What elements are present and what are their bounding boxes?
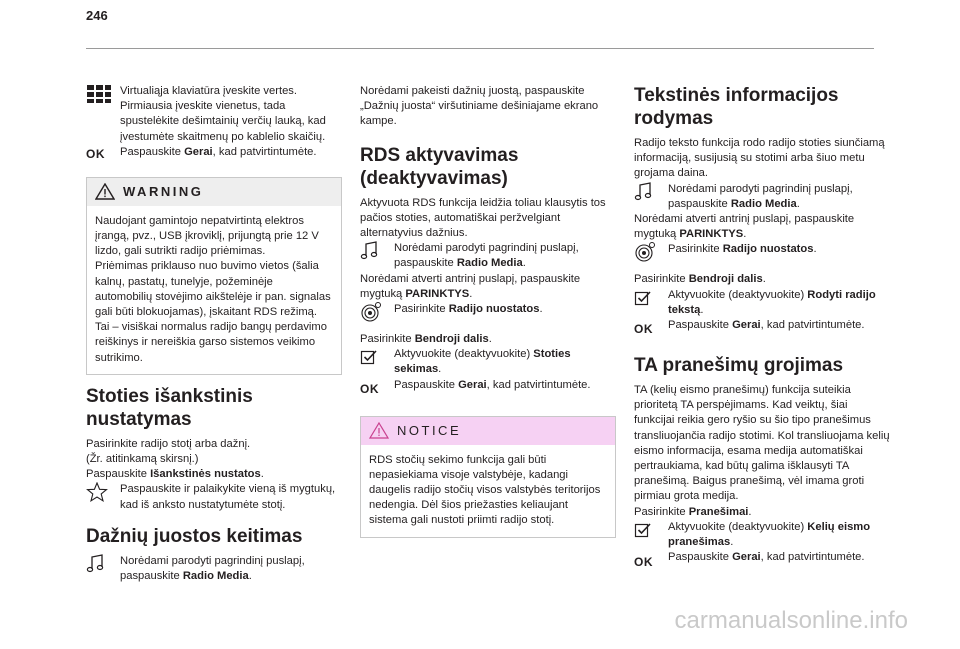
rds-secondary-text: Norėdami atverti antrinį puslapį, paspauskite mygtuką PARINKTYS. <box>360 272 581 300</box>
ok-button-icon: OK <box>634 554 653 569</box>
text-toggle-text: Aktyvuokite (deaktyvuokite) Rodyti radijo tekstą. <box>668 288 876 316</box>
checkbox-icon <box>634 288 668 308</box>
rds-settings-text: Pasirinkite Radijo nuostatos. <box>394 303 543 316</box>
band-heading: Dažnių juostos keitimas <box>86 525 303 547</box>
warning-body: Naudojant gamintojo nepatvirtintą elektros įrangą, pvz., USB įkroviklį, prijungtą prie 12 V lizdo, gali sutrikti radijo priėmimas. Priėmimas priklauso nuo buvimo vietos (šalia kalnų, pastatų, tunelyje, požeminėje automobilių stovėjimo aikštelėje ir pan. signalas gali būti blokuojamas), įskaitant RDS režimą. Tai – visiškai normalus radijo bangų perdavimo reiškinys ir nereiškia garso sistemos veikimo sutrikimo. <box>95 214 331 364</box>
text-settings-text: Pasirinkite Radijo nuostatos. <box>668 243 817 256</box>
ok-button-icon: OK <box>360 382 379 397</box>
notice-box <box>360 416 616 538</box>
header-divider <box>86 48 874 49</box>
ok-step-1 <box>86 145 342 165</box>
presets-star-step <box>86 482 342 512</box>
keyboard-text: Virtualiąja klaviatūra įveskite vertes. Pirmiausia įveskite vienetus, tada spustelėkite dešimtainių verčių lauką, kad įvestumėte skaitmenų po kablelio skaičių. <box>120 85 326 143</box>
presets-intro: Pasirinkite radijo stotį arba dažnį. (Žr. atitinkamą skirsnį.) <box>86 437 251 466</box>
ok-button-icon: OK <box>86 147 105 162</box>
ok-button-icon: OK <box>634 322 653 337</box>
presets-star-text: Paspauskite ir palaikykite vieną iš mygtukų, kad iš anksto nustatytumėte stotį. <box>120 483 336 511</box>
checkbox-icon <box>634 520 668 540</box>
ta-select-text: Pasirinkite Pranešimai. <box>634 505 752 518</box>
star-preset-icon <box>86 482 120 502</box>
music-note-icon <box>634 182 668 202</box>
rds-settings-step <box>360 302 616 322</box>
checkbox-icon <box>360 347 394 367</box>
rds-intro: Aktyvuota RDS funkcija leidžia toliau klausytis tos pačios stoties, automatiškai peržvelgiant alternatyvius dažnius. <box>360 196 606 240</box>
band-music-text: Norėdami parodyti pagrindinį puslapį, paspauskite Radio Media. <box>120 554 305 583</box>
ta-ok-step <box>634 550 890 572</box>
music-note-icon <box>86 554 120 574</box>
warning-icon <box>95 183 115 200</box>
text-common-text: Pasirinkite Bendroji dalis. <box>634 273 766 286</box>
rds-music-step <box>360 241 616 271</box>
keyboard-step <box>86 84 342 145</box>
warning-box <box>86 177 342 375</box>
rds-ok-step <box>360 378 616 400</box>
rds-toggle-text: Aktyvuokite (deaktyvuokite) Stoties sekimas. <box>394 348 571 376</box>
keypad-icon <box>86 84 120 104</box>
column-1 <box>86 84 342 584</box>
text-toggle-step <box>634 288 890 318</box>
band-music-step <box>86 554 342 584</box>
text-info-intro: Radijo teksto funkcija rodo radijo stoties siunčiamą informaciją, susijusią su stotimi arba šiuo metu grojama daina. <box>634 137 885 180</box>
text-secondary-text: Norėdami atverti antrinį puslapį, paspauskite mygtuką PARINKTYS. <box>634 213 855 241</box>
notice-icon <box>369 422 389 439</box>
ta-ok-text: Paspauskite Gerai, kad patvirtintumėte. <box>668 551 865 564</box>
notice-header <box>361 417 615 445</box>
radio-settings-icon <box>634 242 668 262</box>
band-text: Norėdami pakeisti dažnių juostą, paspauskite „Dažnių juosta“ viršutiniame dešiniajame ekrano kampe. <box>360 85 599 128</box>
ta-toggle-step <box>634 520 890 550</box>
column-3 <box>634 84 890 572</box>
warning-title: WARNING <box>123 184 204 200</box>
ta-heading: TA pranešimų grojimas <box>634 355 844 377</box>
notice-title: NOTICE <box>397 423 462 439</box>
radio-settings-icon <box>360 302 394 322</box>
page-number: 246 <box>86 8 108 23</box>
rds-common-text: Pasirinkite Bendroji dalis. <box>360 333 492 346</box>
rds-music-text: Norėdami parodyti pagrindinį puslapį, paspauskite Radio Media. <box>394 242 579 270</box>
ok-text: Paspauskite Gerai, kad patvirtintumėte. <box>120 145 317 158</box>
text-ok-step <box>634 318 890 340</box>
presets-press: Paspauskite Išankstinės nustatos. <box>86 468 264 481</box>
ta-toggle-text: Aktyvuokite (deaktyvuokite) Kelių eismo pranešimas. <box>668 520 871 549</box>
text-music-text: Norėdami parodyti pagrindinį puslapį, paspauskite Radio Media. <box>668 182 853 210</box>
text-ok-text: Paspauskite Gerai, kad patvirtintumėte. <box>668 319 865 332</box>
notice-body: RDS stočių sekimo funkcija gali būti nepasiekiama visoje valstybėje, kadangi daugelis radijo stočių visos valstybės teritorijos nedengia. Dėl šios priežasties keliaujant sistema gali nustoti priimti radijo stotį. <box>369 453 601 527</box>
rds-heading: RDS aktyvavimas (deaktyvavimas) <box>360 144 519 189</box>
rds-ok-text: Paspauskite Gerai, kad patvirtintumėte. <box>394 378 591 391</box>
watermark: carmanualsonline.info <box>674 607 908 634</box>
rds-toggle-step <box>360 347 616 377</box>
text-settings-step <box>634 242 890 262</box>
text-info-heading: Tekstinės informacijos rodymas <box>634 85 839 129</box>
ta-intro: TA (kelių eismo pranešimų) funkcija suteikia prioritetą TA perspėjimams. Kad veiktų, šiai funkcijai reikia gero ryšio su šio tipo pranešimus transliuojančia radijo stotimi. Kol transliuojama kelių eismo informacija, esama medija automatiškai pertraukiama, kad būtų galima išklausyti TA pranešimą. Baigus pranešimą, vėl imama groti pirmiau grota medija. <box>634 384 890 503</box>
column-2 <box>360 84 616 548</box>
text-music-step <box>634 182 890 212</box>
warning-header <box>87 178 341 206</box>
music-note-icon <box>360 241 394 261</box>
presets-heading: Stoties išankstinis nustatymas <box>86 385 253 430</box>
